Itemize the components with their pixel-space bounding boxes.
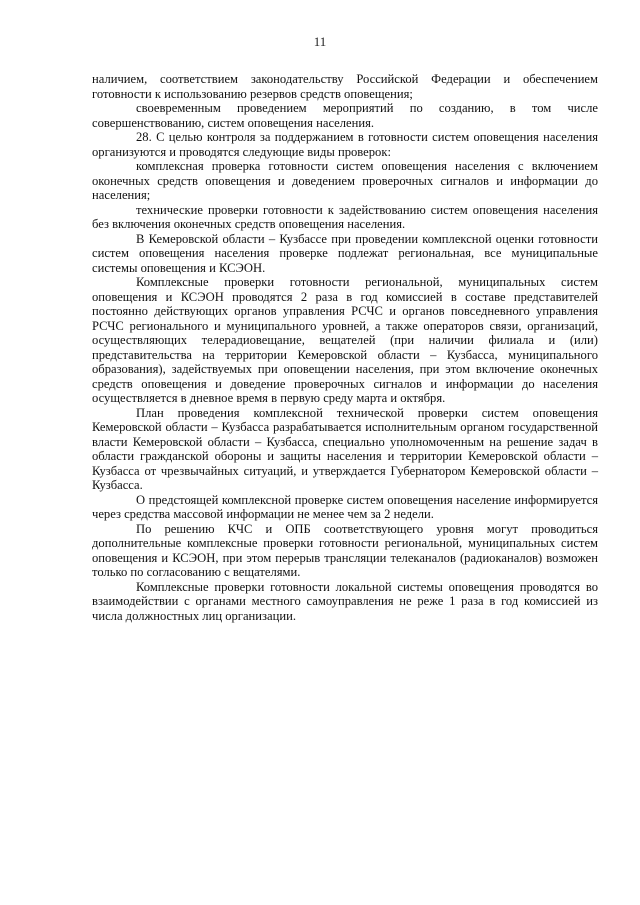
page-number: 11 (313, 34, 327, 49)
paragraph-1: наличием, соответствием законодательству Российской Федерации и обеспечением готовности к использованию резервов средств оповещения; (92, 72, 598, 101)
paragraph-7: Комплексные проверки готовности региональной, муниципальных систем оповещения и КСЭОН проводятся 2 раза в год комиссией в составе представителей постоянно действующих органов управления РСЧС и органов повседневного управления РСЧС регионального и муниципального уровней, а также операторов связи, организаций, осуществляющих телерадиовещание, вещателей (при наличии филиала и (или) представительства на территории Кемеровской области – Кузбасса, муниципального образования), задействуемых при оповещении населения, при этом включение оконечных средств оповещения и доведение проверочных сигналов и информации до населения осуществляется в дневное время в первую среду марта и октября. (92, 275, 598, 405)
paragraph-4: комплексная проверка готовности систем оповещения населения с включением оконечных средств оповещения и доведением проверочных сигналов и информации до населения; (92, 159, 598, 202)
paragraph-6: В Кемеровской области – Кузбассе при проведении комплексной оценки готовности систем оповещения населения проверке подлежат региональная, все муниципальные системы оповещения и КСЭОН. (92, 231, 598, 275)
paragraph-11: Комплексные проверки готовности локальной системы оповещения проводятся во взаимодействии с органами местного самоуправления не реже 1 раза в год комиссией из числа должностных лиц организации. (92, 579, 598, 623)
paragraph-3: 28. С целью контроля за поддержанием в готовности систем оповещения населения организуются и проводятся следующие виды проверок: (92, 130, 598, 159)
document-body (92, 72, 598, 623)
paragraph-5: технические проверки готовности к задействованию систем оповещения населения без включения оконечных средств оповещения населения. (92, 202, 598, 231)
paragraph-10: По решению КЧС и ОПБ соответствующего уровня могут проводиться дополнительные комплексные проверки готовности региональной, муниципальных систем оповещения и КСЭОН, при этом перерыв трансляции телеканалов (радиоканалов) возможен только по согласованию с вещателями. (92, 521, 598, 579)
paragraph-9: О предстоящей комплексной проверке систем оповещения население информируется через средства массовой информации не менее чем за 2 недели. (92, 492, 598, 521)
paragraph-8: План проведения комплексной технической проверки систем оповещения Кемеровской области – Кузбасса разрабатывается исполнительным органом государственной власти Кемеровской области – Кузбасса, специально уполномоченным на решение задач в области гражданской обороны и защиты населения и территории Кемеровской области – Кузбасса от чрезвычайных ситуаций, и утверждается Губернатором Кемеровской области – Кузбасса. (92, 405, 598, 492)
paragraph-2: своевременным проведением мероприятий по созданию, в том числе совершенствованию, систем оповещения населения. (92, 101, 598, 130)
